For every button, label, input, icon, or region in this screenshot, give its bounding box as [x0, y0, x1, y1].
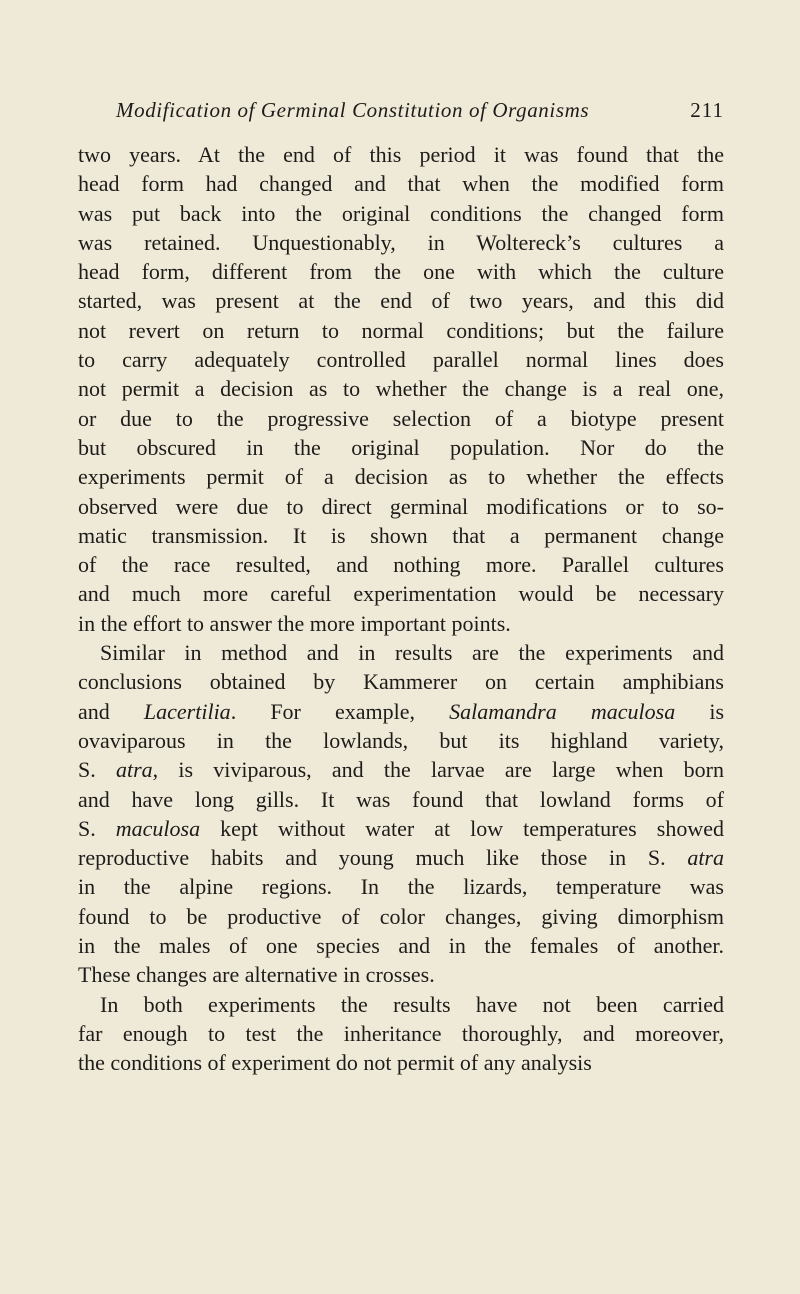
- running-title: Modification of Germinal Constitution of Organisms: [116, 98, 590, 122]
- text-run: These changes are alternative in crosses.: [78, 962, 435, 988]
- text-run: not permit a decision as to whether the change is a real one,: [78, 376, 724, 402]
- text-line: [78, 404, 724, 433]
- text-run: . For example,: [230, 698, 450, 724]
- text-run: head form, different from the one with which the culture: [78, 259, 724, 285]
- text-run: two years. At the end of this period it was found that the: [78, 142, 724, 167]
- text-line: [78, 697, 724, 726]
- text-run: to carry adequately controlled parallel normal lines does: [78, 347, 724, 373]
- text-line: [78, 199, 724, 228]
- text-line: [78, 667, 724, 696]
- text-run: Similar in method and in results are the experiments and: [100, 640, 724, 666]
- text-run: S.: [647, 845, 688, 871]
- text-line: [78, 492, 724, 521]
- text-run: of the race resulted, and nothing more. Parallel cultures: [78, 552, 724, 578]
- text-line: [78, 785, 724, 814]
- running-head: [78, 98, 724, 128]
- text-run: In both experiments the results have not been carried: [100, 991, 724, 1017]
- text-line: [78, 843, 724, 872]
- text-line: [78, 726, 724, 755]
- text-line: [78, 345, 724, 374]
- italic-text: maculosa: [115, 815, 201, 841]
- text-line: [78, 433, 724, 462]
- italic-text: Salamandra maculosa: [449, 698, 676, 724]
- text-line: [78, 462, 724, 491]
- text-run: was retained. Unquestionably, in Woltereck’s cultures a: [78, 229, 724, 255]
- text-line: [78, 990, 724, 1019]
- text-line: [78, 931, 724, 960]
- text-line: [78, 316, 724, 345]
- text-run: the conditions of experiment do not permit of any analysis: [78, 1050, 592, 1076]
- text-run: reproductive habits and young much like those in: [78, 845, 648, 871]
- text-line: [78, 257, 724, 286]
- text-run: in the males of one species and in the females of another.: [78, 933, 724, 959]
- text-run: was put back into the original conditions the changed form: [78, 200, 724, 226]
- text-line: [78, 521, 724, 550]
- text-run: , is viviparous, and the larvae are large when born: [152, 757, 724, 783]
- text-line: [78, 374, 724, 403]
- text-run: conclusions obtained by Kammerer on certain amphibians: [78, 669, 724, 695]
- text-run: matic transmission. It is shown that a permanent change: [78, 522, 724, 548]
- italic-text: Lacertilia: [143, 698, 231, 724]
- text-run: S.: [78, 757, 116, 783]
- text-line: [78, 228, 724, 257]
- text-line: [78, 286, 724, 315]
- text-run: or due to the progressive selection of a biotype present: [78, 405, 724, 431]
- text-line: [78, 814, 724, 843]
- text-line: [78, 755, 724, 784]
- text-run: kept without water at low temperatures showed: [200, 815, 724, 841]
- text-run: observed were due to direct germinal modifications or to so-: [78, 493, 724, 519]
- text-line: [78, 1048, 724, 1077]
- text-line: [78, 579, 724, 608]
- text-run: head form had changed and that when the modified form: [78, 171, 724, 197]
- text-line: [78, 609, 724, 638]
- text-line: [78, 1019, 724, 1048]
- text-run: started, was present at the end of two years, and this did: [78, 288, 724, 314]
- text-line: [78, 960, 724, 989]
- text-line: [78, 872, 724, 901]
- text-line: [78, 140, 724, 169]
- text-run: in the alpine regions. In the lizards, temperature was: [78, 874, 724, 900]
- text-run: found to be productive of color changes, giving dimorphism: [78, 903, 724, 929]
- text-run: not revert on return to normal conditions; but the failure: [78, 317, 724, 343]
- text-run: experiments permit of a decision as to whether the effects: [78, 464, 724, 490]
- text-run: in the effort to answer the more important points.: [78, 610, 511, 636]
- text-line: [78, 550, 724, 579]
- italic-text: atra: [115, 757, 153, 783]
- body-text: [78, 140, 724, 1078]
- text-run: is: [675, 698, 725, 724]
- text-run: and have long gills. It was found that lowland forms of: [78, 786, 724, 812]
- text-line: [78, 169, 724, 198]
- text-run: S.: [78, 815, 116, 841]
- page-number: 211: [690, 98, 724, 122]
- italic-text: atra: [687, 845, 724, 871]
- text-line: [78, 638, 724, 667]
- text-run: far enough to test the inheritance thoroughly, and moreover,: [78, 1020, 724, 1046]
- text-run: but obscured in the original population. Nor do the: [78, 434, 724, 460]
- text-run: ovaviparous in the lowlands, but its highland variety,: [78, 727, 724, 753]
- text-run: and much more careful experimentation would be necessary: [78, 581, 724, 607]
- text-run: and: [78, 698, 144, 724]
- text-line: [78, 902, 724, 931]
